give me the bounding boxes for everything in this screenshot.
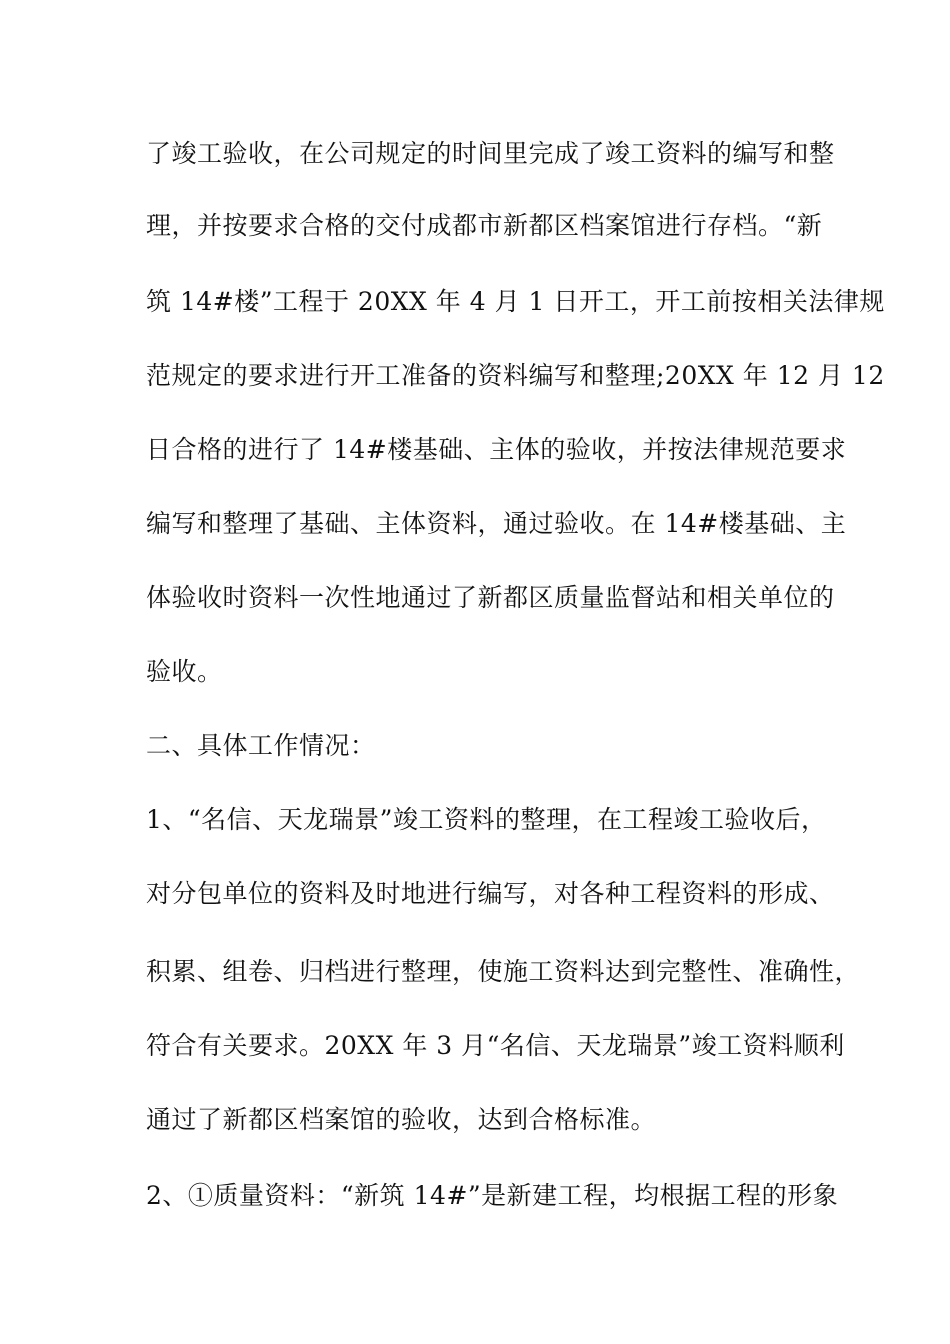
paragraph-line: 验收。 [146, 657, 223, 686]
paragraph-line: 范规定的要求进行开工准备的资料编写和整理;20XX 年 12 月 12 [146, 361, 885, 390]
paragraph-line: 筑 14#楼”工程于 20XX 年 4 月 1 日开工，开工前按相关法律规 [146, 287, 885, 316]
paragraph-line: 积累、组卷、归档进行整理，使施工资料达到完整性、准确性， [146, 957, 861, 986]
paragraph-line: 符合有关要求。20XX 年 3 月“名信、天龙瑞景”竣工资料顺利 [146, 1031, 845, 1060]
paragraph-line: 通过了新都区档案馆的验收，达到合格标准。 [146, 1105, 657, 1134]
paragraph-line: 了竣工验收，在公司规定的时间里完成了竣工资料的编写和整 [146, 139, 835, 168]
paragraph-line: 理，并按要求合格的交付成都市新都区档案馆进行存档。“新 [146, 211, 823, 240]
section-heading: 二、具体工作情况： [146, 731, 376, 760]
paragraph-line: 编写和整理了基础、主体资料，通过验收。在 14#楼基础、主 [146, 509, 847, 538]
paragraph-line: 对分包单位的资料及时地进行编写，对各种工程资料的形成、 [146, 879, 835, 908]
paragraph-line: 日合格的进行了 14#楼基础、主体的验收，并按法律规范要求 [146, 435, 847, 464]
paragraph-line: 2、①质量资料：“新筑 14#”是新建工程，均根据工程的形象 [146, 1181, 839, 1210]
paragraph-line: 体验收时资料一次性地通过了新都区质量监督站和相关单位的 [146, 583, 835, 612]
paragraph-line: 1、“名信、天龙瑞景”竣工资料的整理，在工程竣工验收后， [146, 805, 827, 834]
